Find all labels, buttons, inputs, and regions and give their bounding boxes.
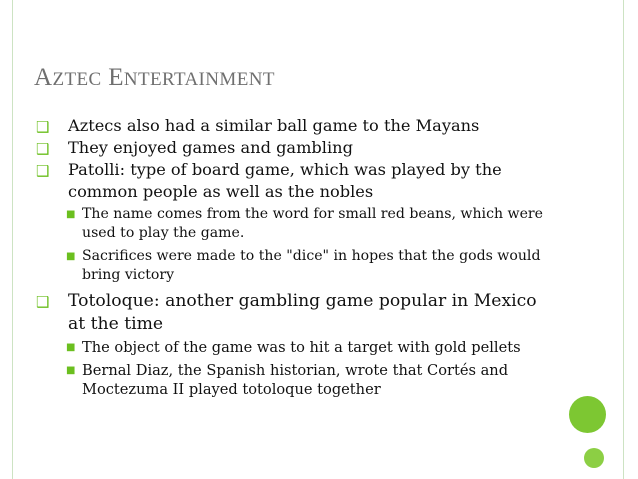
bullet-text: Patolli: type of board game, which was played by the common people as well as the nobles — [68, 160, 502, 201]
decorative-circle-small — [584, 448, 604, 468]
small-square-bullet-icon: ■ — [66, 342, 76, 353]
bullet-patolli — [36, 159, 556, 203]
bullet-list — [36, 115, 556, 403]
totoloque-sub-list — [36, 338, 556, 399]
sub-bullet-text: The name comes from the word for small red beans, which were used to play the game. — [82, 206, 543, 241]
bullet-ball-game — [36, 115, 556, 137]
bullet-games-gambling — [36, 137, 556, 159]
square-bullet-icon: ❑ — [36, 162, 50, 180]
sub-bullet-name-origin — [66, 205, 556, 243]
title-second-cap: E — [108, 64, 124, 91]
sub-bullet-object — [66, 338, 556, 357]
decorative-circle-large — [569, 396, 606, 433]
title-first-rest: ZTEC — [52, 69, 102, 90]
small-square-bullet-icon: ■ — [66, 209, 76, 220]
title-second-rest: NTERTAINMENT — [123, 69, 275, 90]
sub-bullet-text: Sacrifices were made to the "dice" in hopes that the gods would bring victory — [82, 248, 541, 283]
sub-bullet-text: Bernal Diaz, the Spanish historian, wrote that Cortés and Moctezuma II played totoloque together — [82, 362, 509, 398]
sub-bullet-text: The object of the game was to hit a target with gold pellets — [82, 339, 521, 356]
patolli-sub-list — [36, 205, 556, 285]
square-bullet-icon: ❑ — [36, 118, 50, 136]
sub-bullet-sacrifices — [66, 247, 556, 285]
small-square-bullet-icon: ■ — [66, 365, 76, 376]
square-bullet-icon: ❑ — [36, 293, 50, 311]
small-square-bullet-icon: ■ — [66, 251, 76, 262]
square-bullet-icon: ❑ — [36, 140, 50, 158]
bullet-text: Totoloque: another gambling game popular in Mexico at the time — [68, 291, 537, 334]
bullet-text: Aztecs also had a similar ball game to the Mayans — [68, 116, 480, 135]
title-first-cap: A — [34, 64, 53, 91]
bullet-text: They enjoyed games and gambling — [68, 138, 353, 157]
sub-bullet-bernal-diaz — [66, 361, 556, 399]
slide-title — [34, 62, 275, 96]
bullet-totoloque — [36, 290, 556, 336]
